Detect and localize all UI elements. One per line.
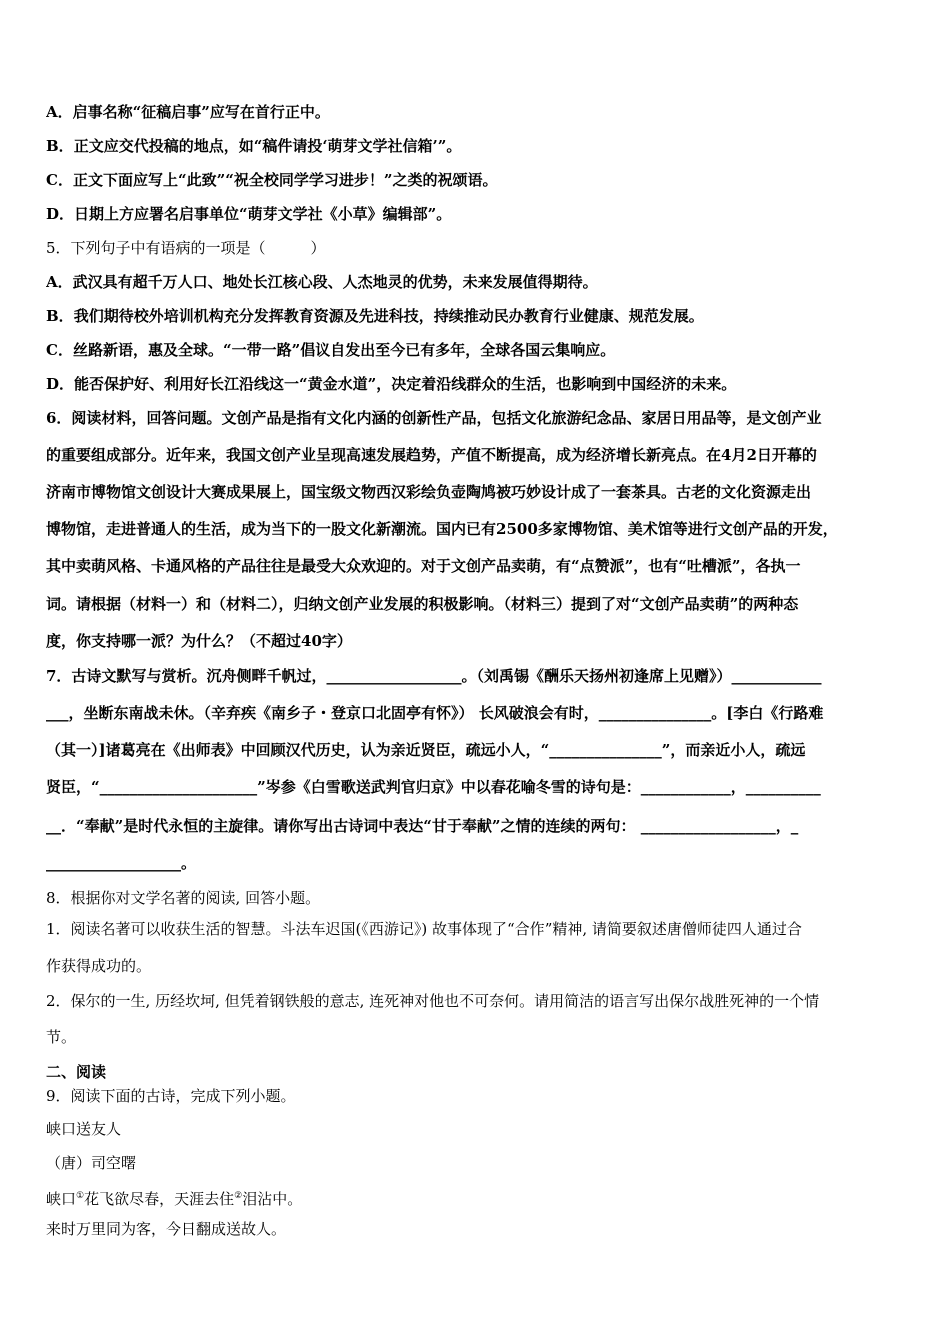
q4-option-b: B．正文应交代投稿的地点，如“稿件请投‘萌芽文学社信箱’”。 [46, 137, 462, 155]
q6-line-3: 济南市博物馆文创设计大赛成果展上，国宝级文物西汉彩绘负壶陶鸠被巧妙设计成了一套茶具。古老的文化资源走出 [46, 483, 812, 501]
q7-line-4: 贤臣，“_____________________”岑参《白雪歌送武判官归京》中以春花喻冬雪的诗句是：____________，__________ [46, 778, 821, 796]
q5-option-d: D．能否保护好、利用好长江沿线这一“黄金水道”，决定着沿线群众的生活，也影响到中国经济的未来。 [46, 375, 737, 393]
q6-line-2: 的重要组成部分。近年来，我国文创产业呈现高速发展趋势，产值不断提高，成为经济增长新亮点。在4月2日开幕的 [46, 446, 817, 464]
q8-sub1-line-2: 作获得成功的。 [46, 957, 152, 975]
q4-option-a: A．启事名称“征稿启事”应写在首行正中。 [46, 103, 330, 121]
q8-sub2-line-2: 节。 [46, 1028, 77, 1046]
q5-option-b: B．我们期待校外培训机构充分发挥教育资源及先进科技，持续推动民办教育行业健康、规范发展。 [46, 307, 704, 325]
footnote-marker-1: ① [76, 1191, 85, 1201]
q7-line-1: 7．古诗文默写与赏析。沉舟侧畔千帆过，__________________。（刘禹锡《酬乐天扬州初逢席上见赠》）____________ [46, 667, 822, 685]
q7-line-6: __________________。 [46, 854, 197, 872]
footnote-marker-2: ② [234, 1191, 243, 1201]
poem-line-2: 来时万里同为客，今日翻成送故人。 [46, 1220, 287, 1238]
q8-sub1-line-1: 1．阅读名著可以收获生活的智慧。斗法车迟国(《西游记》) 故事体现了“合作”精神, 请简要叙述唐僧师徒四人通过合 [46, 920, 802, 938]
q7-line-2: ___，坐断东南战未休。（辛弃疾《南乡子・登京口北固亭有怀》） 长风破浪会有时，_______________。[李白《行路难 [46, 704, 824, 722]
poem-line-1: 峡口①花飞欲尽春，天涯去住②泪沾中。 [46, 1190, 303, 1208]
q9-stem: 9．阅读下面的古诗，完成下列小题。 [46, 1087, 296, 1105]
q4-option-d: D．日期上方应署名启事单位“萌芽文学社《小草》编辑部”。 [46, 205, 452, 223]
section-heading: 二、阅读 [46, 1063, 107, 1081]
q5-stem: 5．下列句子中有语病的一项是（ ） [46, 239, 326, 257]
q6-line-7: 度，你支持哪一派？为什么？（不超过40字） [46, 632, 352, 650]
q7-line-3: （其一）]诸葛亮在《出师表》中回顾汉代历史，认为亲近贤臣，疏远小人，“_______________”，而亲近小人，疏远 [46, 741, 806, 759]
poem-author: （唐）司空曙 [46, 1154, 137, 1172]
q6-line-5: 其中卖萌风格、卡通风格的产品往往是最受大众欢迎的。对于文创产品卖萌，有“点赞派”，也有“吐槽派”，各执一 [46, 557, 801, 575]
q7-line-5: __．“奉献”是时代永恒的主旋律。请你写出古诗词中表达“甘于奉献”之情的连续的两句： __________________，_ [46, 817, 799, 835]
q5-option-a: A．武汉具有超千万人口、地处长江核心段、人杰地灵的优势，未来发展值得期待。 [46, 273, 598, 291]
q4-option-c: C．正文下面应写上“此致”“祝全校同学学习进步！”之类的祝颂语。 [46, 171, 498, 189]
poem-title: 峡口送友人 [46, 1120, 122, 1138]
q8-stem: 8．根据你对文学名著的阅读, 回答小题。 [46, 889, 321, 907]
q6-line-1: 6．阅读材料，回答问题。文创产品是指有文化内涵的创新性产品，包括文化旅游纪念品、家居日用品等，是文创产业 [46, 409, 822, 427]
q8-sub2-line-1: 2．保尔的一生, 历经坎坷, 但凭着钢铁般的意志, 连死神对他也不可奈何。请用简洁的语言写出保尔战胜死神的一个情 [46, 992, 820, 1010]
q6-line-6: 词。请根据（材料一）和（材料二），归纳文创产业发展的积极影响。（材料三）提到了对“文创产品卖萌”的两种态 [46, 595, 799, 613]
q6-line-4: 博物馆，走进普通人的生活，成为当下的一股文化新潮流。国内已有2500多家博物馆、美术馆等进行文创产品的开发， [46, 520, 838, 538]
q5-option-c: C．丝路新语，惠及全球。“一带一路”倡议自发出至今已有多年，全球各国云集响应。 [46, 341, 616, 359]
